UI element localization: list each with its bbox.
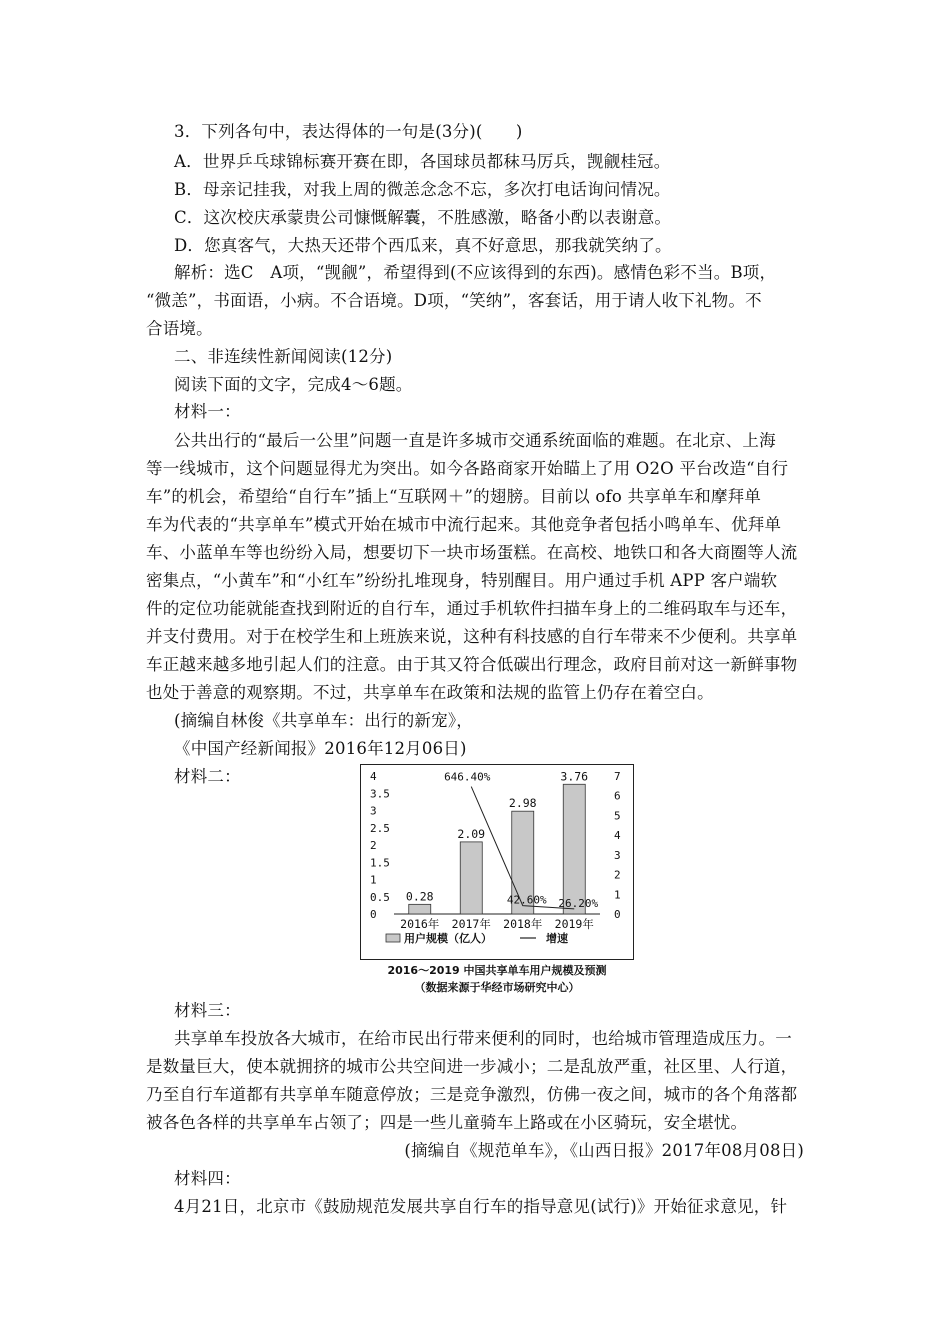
chart-subtitle: （数据来源于华经市场研究中心） [414, 981, 580, 994]
material-1-paragraph-line: 密集点，“小黄车”和“小红车”纷纷扎堆现身，特别醒目。用户通过手机 APP 客户端软 [146, 571, 778, 590]
section-instruction: 阅读下面的文字，完成4～6题。 [174, 375, 413, 394]
left-axis-tick-label: 1.5 [370, 856, 390, 870]
legend-bar-swatch [386, 934, 400, 942]
material-1-paragraph-line: 也处于善意的观察期。不过，共享单车在政策和法规的监管上仍存在着空白。 [146, 683, 714, 702]
right-axis-tick-label: 5 [614, 809, 621, 823]
analysis-line: 解析：选C A项，“觊觎”，希望得到(不应该得到的东西)。感情色彩不当。B项， [174, 263, 777, 282]
bar-value-label: 3.76 [560, 769, 589, 784]
material-1-paragraph-line: 车为代表的“共享单车”模式开始在城市中流行起来。其他竞争者包括小鸣单车、优拜单 [146, 515, 782, 534]
right-axis-tick-label: 2 [614, 868, 621, 882]
bar-user-scale [409, 904, 431, 914]
growth-value-label: 42.60% [506, 893, 547, 907]
material-1-label: 材料一： [174, 402, 241, 421]
option-b: B．母亲记挂我，对我上周的微恙念念不忘，多次打电话询问情况。 [174, 180, 671, 199]
left-axis-tick-label: 1 [370, 873, 377, 887]
option-d: D．您真客气，大热天还带个西瓜来，真不好意思，那我就笑纳了。 [174, 236, 672, 255]
left-axis-tick-label: 0.5 [370, 890, 390, 904]
bar-user-scale [460, 842, 482, 914]
left-axis-tick-label: 4 [370, 770, 377, 783]
material-3-paragraph-line: 是数量巨大，使本就拥挤的城市公共空间进一步减小；二是乱放严重，社区里、人行道， [146, 1057, 798, 1076]
bar-value-label: 0.28 [405, 889, 434, 904]
material-1-source: (摘编自林俊《共享单车：出行的新宠》， [174, 711, 473, 730]
analysis-line: “微恙”，书面语，小病。不合语境。D项，“笑纳”，客套话，用于请人收下礼物。不 [146, 291, 762, 310]
x-tick-label: 2019年 [554, 917, 594, 931]
right-axis-tick-label: 4 [614, 829, 621, 843]
legend-line-label: 增速 [546, 932, 568, 945]
bar-value-label: 2.98 [508, 796, 537, 811]
section-title: 二、非连续性新闻阅读(12分) [174, 347, 393, 366]
bar-user-scale [563, 784, 585, 914]
right-axis-tick-label: 3 [614, 848, 621, 862]
analysis-line: 合语境。 [146, 319, 213, 338]
right-axis-tick-label: 0 [614, 908, 621, 921]
left-axis-tick-label: 3.5 [370, 787, 390, 801]
growth-value-label: 26.20% [558, 896, 599, 910]
material-1-paragraph-line: 车”的机会，希望给“自行车”插上“互联网＋”的翅膀。目前以 ofo 共享单车和摩拜单 [146, 487, 762, 506]
question-3-stem: 3．下列各句中，表达得体的一句是(3分)( ) [174, 122, 523, 141]
left-axis-tick-label: 3 [370, 804, 377, 818]
left-axis-tick-label: 0 [370, 908, 377, 921]
material-4-paragraph-line: 4月21日，北京市《鼓励规范发展共享自行车的指导意见(试行)》开始征求意见，针 [174, 1197, 788, 1216]
left-axis-tick-label: 2 [370, 839, 377, 852]
x-tick-label: 2018年 [503, 917, 543, 931]
material-3-label: 材料三： [174, 1001, 241, 1020]
material-1-paragraph-line: 件的定位功能就能查找到附近的自行车，通过手机软件扫描车身上的二维码取车与还车， [146, 599, 798, 618]
material-3-paragraph-line: 被各色各样的共享单车占领了；四是一些儿童骑车上路或在小区骑玩，安全堪忧。 [146, 1113, 748, 1132]
material-4-label: 材料四： [174, 1169, 241, 1188]
left-axis-tick-label: 2.5 [370, 821, 390, 835]
option-a: A．世界乒乓球锦标赛开赛在即，各国球员都秣马厉兵，觊觎桂冠。 [174, 152, 671, 171]
material-1-paragraph-line: 公共出行的“最后一公里”问题一直是许多城市交通系统面临的难题。在北京、上海 [174, 431, 776, 450]
material-1-paragraph-line: 并支付费用。对于在校学生和上班族来说，这种有科技感的自行车带来不少便利。共享单 [146, 627, 798, 646]
x-tick-label: 2016年 [400, 917, 440, 931]
right-axis-tick-label: 6 [614, 789, 621, 803]
bike-users-chart [360, 764, 634, 960]
material-1-source: 《中国产经新闻报》2016年12月06日) [174, 739, 467, 758]
bar-value-label: 2.09 [457, 826, 486, 841]
material-1-paragraph-line: 车、小蓝单车等也纷纷入局，想要切下一块市场蛋糕。在高校、地铁口和各大商圈等人流 [146, 543, 798, 562]
material-3-paragraph-line: 共享单车投放各大城市，在给市民出行带来便利的同时，也给城市管理造成压力。一 [174, 1029, 792, 1048]
material-1-paragraph-line: 车正越来越多地引起人们的注意。由于其又符合低碳出行理念，政府目前对这一新鲜事物 [146, 655, 798, 674]
legend-bar-label: 用户规模（亿人） [404, 932, 492, 945]
right-axis-tick-label: 1 [614, 888, 621, 902]
x-tick-label: 2017年 [451, 917, 491, 931]
growth-value-label: 646.40% [444, 770, 491, 784]
right-axis-tick-label: 7 [614, 770, 621, 783]
material-1-paragraph-line: 等一线城市，这个问题显得尤为突出。如今各路商家开始瞄上了用 O2O 平台改造“自行 [146, 459, 789, 478]
material-3-source: (摘编自《规范单车》，《山西日报》2017年08月08日) [404, 1141, 804, 1160]
material-2-label: 材料二： [174, 767, 241, 786]
material-3-paragraph-line: 乃至自行车道都有共享单车随意停放；三是竞争激烈，仿佛一夜之间，城市的各个角落都 [146, 1085, 798, 1104]
option-c: C．这次校庆承蒙贵公司慷慨解囊，不胜感激，略备小酌以表谢意。 [174, 208, 672, 227]
chart-title: 2016～2019 中国共享单车用户规模及预测 [387, 964, 607, 977]
